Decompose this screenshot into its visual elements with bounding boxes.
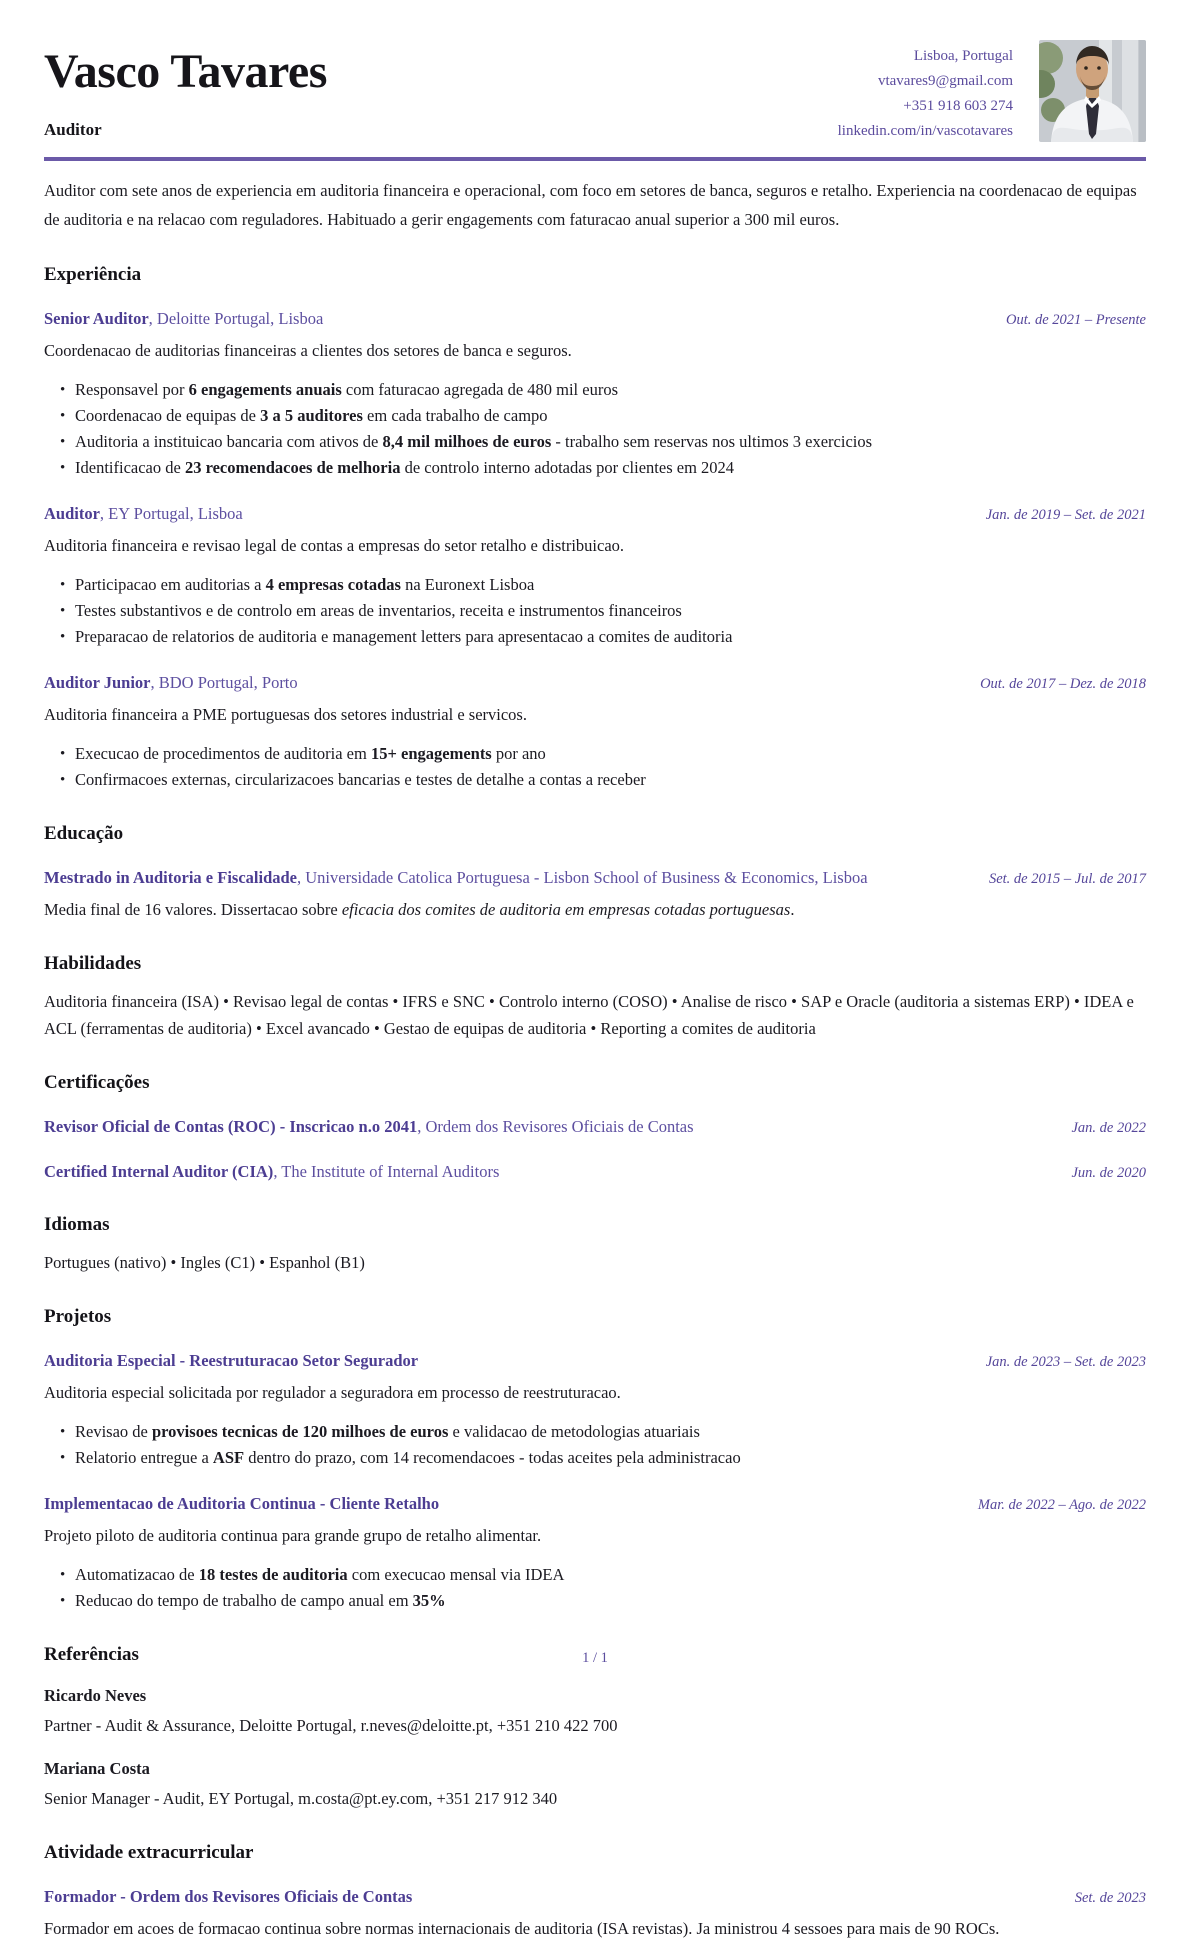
bullet-item: • Relatorio entregue a ASF dentro do prazo, com 14 recomendacoes - todas aceites pela administracao — [75, 1445, 1146, 1471]
certification-entry — [44, 1115, 1146, 1139]
project-entry — [44, 1349, 1146, 1471]
header — [44, 40, 1146, 144]
reference-name: Ricardo Neves — [44, 1686, 147, 1705]
certification-name: Revisor Oficial de Contas (ROC) - Inscricao n.o 2041 — [44, 1117, 418, 1136]
entry-title — [44, 866, 868, 890]
person-name: Vasco Tavares — [44, 45, 327, 98]
contact-block — [838, 40, 1013, 144]
profile-photo — [1039, 40, 1146, 142]
identity-block — [44, 40, 327, 140]
contact-location: Lisboa, Portugal — [913, 48, 1013, 64]
entry-org: , BDO Portugal, Porto — [150, 673, 298, 692]
entry-description: Auditoria financeira e revisao legal de contas a empresas do setor retalho e distribuicao. — [44, 536, 625, 555]
project-description: Projeto piloto de auditoria continua para grande grupo de retalho alimentar. — [44, 1526, 542, 1545]
experience-entry — [44, 307, 1146, 481]
entry-title — [44, 502, 243, 526]
person-role: Auditor — [44, 119, 102, 139]
bullet-item: • Testes substantivos e de controlo em areas de inventarios, receita e instrumentos financeiros — [75, 598, 1146, 624]
bullet-item: • Responsavel por 6 engagements anuais com faturacao agregada de 480 mil euros — [75, 377, 1146, 403]
certification-entry — [44, 1160, 1146, 1184]
entry-role: Senior Auditor — [44, 309, 149, 328]
reference-name: Mariana Costa — [44, 1759, 150, 1778]
project-name-wrap — [44, 1349, 418, 1373]
reference-details: Partner - Audit & Assurance, Deloitte Portugal, r.neves@deloitte.pt, +351 210 422 700 — [44, 1716, 618, 1735]
contact-linkedin: linkedin.com/in/vascotavares — [837, 123, 1013, 139]
entry-role: Auditor — [44, 504, 100, 523]
section-title-education: Educação — [44, 823, 124, 844]
education-entry — [44, 866, 1146, 923]
entry-bullets — [44, 377, 1146, 481]
contact-phone: +351 918 603 274 — [903, 98, 1013, 114]
degree-name: Mestrado in Auditoria e Fiscalidade — [44, 868, 297, 887]
certification-date: Jan. de 2022 — [1071, 1120, 1146, 1136]
entry-date: Set. de 2015 – Jul. de 2017 — [988, 871, 1146, 887]
certification-date: Jun. de 2020 — [1071, 1165, 1146, 1181]
languages-list: Portugues (nativo) • Ingles (C1) • Espanhol (B1) — [44, 1253, 365, 1272]
summary-paragraph: Auditor com sete anos de experiencia em auditoria financeira e operacional, com foco em setores de banca, seguros e retalho. Experiencia na coordenacao de equipas de auditoria e na relacao com reguladores. Habituado a gerir engagements com faturacao anual superior a 300 mil euros. — [44, 181, 1137, 229]
entry-title — [44, 307, 323, 331]
entry-org: , Deloitte Portugal, Lisboa — [148, 309, 324, 328]
bullet-item: • Auditoria a instituicao bancaria com ativos de 8,4 mil milhoes de euros - trabalho sem reservas nos ultimos 3 exercicios — [75, 429, 1146, 455]
reference-entry — [44, 1686, 1146, 1739]
header-divider — [44, 157, 1146, 161]
activity-date: Set. de 2023 — [1074, 1890, 1146, 1906]
bullet-item: • Revisao de provisoes tecnicas de 120 milhoes de euros e validacao de metodologias atuariais — [75, 1419, 1146, 1445]
reference-entry — [44, 1759, 1146, 1812]
project-date: Mar. de 2022 – Ago. de 2022 — [977, 1497, 1146, 1513]
entry-title — [44, 671, 298, 695]
section-title-extracurricular: Atividade extracurricular — [44, 1842, 254, 1863]
contact-email: vtavares9@gmail.com — [877, 73, 1013, 89]
skills-list: Auditoria financeira (ISA) • Revisao legal de contas • IFRS e SNC • Controlo interno (COSO) • Analise de risco • SAP e Oracle (auditoria a sistemas ERP) • IDEA e ACL (ferramentas de auditoria) • Excel avancado • Gestao de equipas de auditoria • Reporting a comites de auditoria — [44, 992, 1134, 1038]
project-entry — [44, 1492, 1146, 1614]
entry-description: Media final de 16 valores. Dissertacao sobre eficacia dos comites de auditoria em empresas cotadas portuguesas. — [44, 900, 795, 919]
project-bullets — [44, 1419, 1146, 1471]
entry-role: Auditor Junior — [44, 673, 151, 692]
section-title-experience: Experiência — [44, 264, 142, 285]
project-name-wrap — [44, 1492, 439, 1516]
section-title-languages: Idiomas — [44, 1214, 110, 1235]
certification-org: , Ordem dos Revisores Oficiais de Contas — [417, 1117, 694, 1136]
bullet-item: • Confirmacoes externas, circularizacoes bancarias e testes de detalhe a contas a receber — [75, 767, 1146, 793]
activity-description: Formador em acoes de formacao continua sobre normas internacionais de auditoria (ISA revistas). Ja ministrou 4 sessoes para mais de 90 ROCs. — [44, 1919, 1000, 1938]
page-number: 1 / 1 — [582, 1650, 608, 1666]
entry-bullets — [44, 741, 1146, 793]
reference-details: Senior Manager - Audit, EY Portugal, m.costa@pt.ey.com, +351 217 912 340 — [44, 1789, 558, 1808]
bullet-item: • Participacao em auditorias a 4 empresas cotadas na Euronext Lisboa — [75, 572, 1146, 598]
certification-name: Certified Internal Auditor (CIA) — [44, 1162, 274, 1181]
entry-description: Coordenacao de auditorias financeiras a clientes dos setores de banca e seguros. — [44, 341, 572, 360]
bullet-item: • Execucao de procedimentos de auditoria em 15+ engagements por ano — [75, 741, 1146, 767]
header-right — [838, 40, 1146, 144]
entry-date: Out. de 2021 – Presente — [1005, 312, 1146, 328]
school-name: , Universidade Catolica Portuguesa - Lisbon School of Business & Economics, Lisboa — [297, 868, 868, 887]
bullet-item: • Identificacao de 23 recomendacoes de melhoria de controlo interno adotadas por clientes em 2024 — [75, 455, 1146, 481]
project-bullets — [44, 1562, 1146, 1614]
bullet-item: • Reducao do tempo de trabalho de campo anual em 35% — [75, 1588, 1146, 1614]
bullet-item: • Coordenacao de equipas de 3 a 5 auditores em cada trabalho de campo — [75, 403, 1146, 429]
bullet-item: • Automatizacao de 18 testes de auditoria com execucao mensal via IDEA — [75, 1562, 1146, 1588]
entry-org: , EY Portugal, Lisboa — [99, 504, 243, 523]
experience-entry — [44, 671, 1146, 793]
project-date: Jan. de 2023 – Set. de 2023 — [985, 1354, 1146, 1370]
entry-bullets — [44, 572, 1146, 650]
dissertation-title: eficacia dos comites de auditoria em empresas cotadas portuguesas — [341, 900, 791, 919]
extracurricular-entry — [44, 1885, 1146, 1942]
section-title-projects: Projetos — [44, 1306, 112, 1327]
bullet-item: • Preparacao de relatorios de auditoria e management letters para apresentacao a comites de auditoria — [75, 624, 1146, 650]
entry-date: Out. de 2017 – Dez. de 2018 — [980, 676, 1146, 692]
project-description: Auditoria especial solicitada por regulador a seguradora em processo de reestruturacao. — [44, 1383, 621, 1402]
section-title-references: Referências — [44, 1644, 139, 1665]
entry-description: Auditoria financeira a PME portuguesas dos setores industrial e servicos. — [44, 705, 527, 724]
section-title-certifications: Certificações — [44, 1072, 150, 1093]
certification-org: , The Institute of Internal Auditors — [273, 1162, 500, 1181]
project-name: Implementacao de Auditoria Continua - Cliente Retalho — [44, 1494, 440, 1513]
project-name: Auditoria Especial - Reestruturacao Setor Segurador — [44, 1351, 419, 1370]
activity-name: Formador - Ordem dos Revisores Oficiais de Contas — [44, 1887, 413, 1906]
entry-date: Jan. de 2019 – Set. de 2021 — [985, 507, 1146, 523]
section-title-skills: Habilidades — [44, 953, 142, 974]
experience-entry — [44, 502, 1146, 650]
